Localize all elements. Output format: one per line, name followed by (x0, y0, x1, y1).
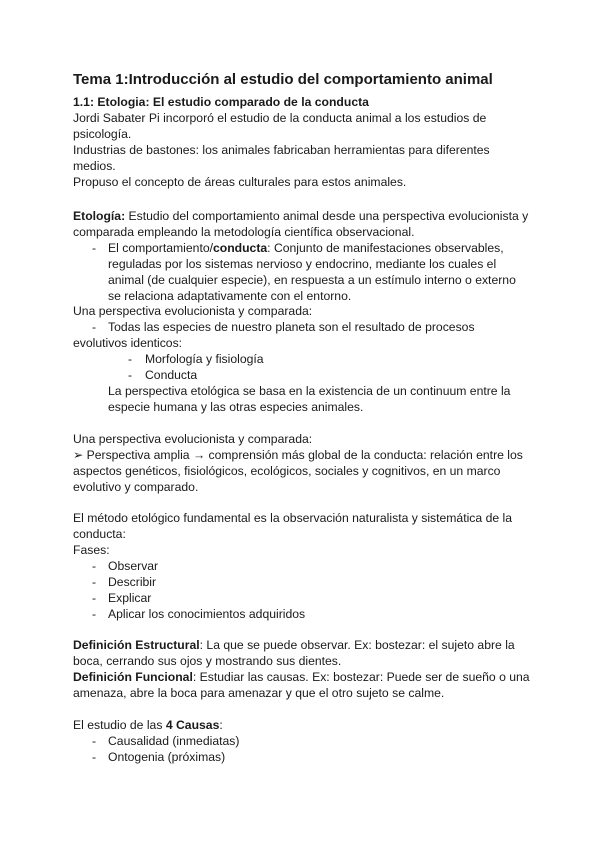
causas-term: 4 Causas (165, 718, 220, 732)
sub-bullet-dash: - (128, 352, 133, 366)
paragraph-line: psicología. (73, 127, 132, 141)
definicion-funcional-text: : Estudiar las causas. Ex: bostezar: Puede ser de sueño o una (192, 670, 530, 684)
paragraph-line: comparada empleando la metodología científica observacional. (73, 225, 415, 239)
perspectiva-heading: Una perspectiva evolucionista y comparada: (73, 432, 313, 446)
list-item: Aplicar los conocimientos adquiridos (108, 607, 306, 621)
list-item: Causalidad (inmediatas) (108, 734, 240, 748)
sub-list-item: Conducta (145, 368, 198, 382)
list-item: Todas las especies de nuestro planeta son el resultado de procesos (108, 320, 475, 334)
page-title: Tema 1:Introducción al estudio del comportamiento animal (73, 71, 493, 88)
paragraph-line: especie humana y las otras especies animales. (108, 400, 364, 414)
paragraph-line: El método etológico fundamental es la observación naturalista y sistemática de la (73, 511, 512, 525)
list-item-line: evolutivos identicos: (73, 336, 183, 350)
paragraph-line: Jordi Sabater Pi incorporó el estudio de la conducta animal a los estudios de (73, 111, 487, 125)
list-item (108, 240, 504, 256)
section-heading: 1.1: Etologia: El estudio comparado de la conducta (73, 95, 369, 109)
paragraph-line: evolutivo y comparado. (73, 480, 199, 494)
bullet-dash: - (92, 241, 97, 255)
definicion-estructural (73, 637, 515, 653)
list-item: Observar (108, 559, 159, 573)
paragraph-line: medios. (73, 159, 116, 173)
etologia-definition (73, 208, 528, 224)
paragraph-line: ➢ Perspectiva amplia → comprensión más global de la conducta: relación entre los (73, 448, 523, 462)
bullet-dash: - (92, 575, 97, 589)
definicion-estructural-term: Definición Estructural (73, 638, 200, 652)
paragraph-line: amenaza, abre la boca para amenazar y que el otro sujeto se calme. (73, 686, 445, 700)
causas-pre: El estudio de las (73, 718, 166, 732)
bullet-dash: - (92, 591, 97, 605)
paragraph-line: Propuso el concepto de áreas culturales para estos animales. (73, 175, 407, 189)
paragraph-line: aspectos genéticos, fisiológicos, ecológicos, sociales y cognitivos, en un marco (73, 464, 501, 478)
sub-bullet-dash: - (128, 368, 133, 382)
sub-list-item: Morfología y fisiología (145, 352, 264, 366)
bullet-dash: - (92, 750, 97, 764)
list-item: Describir (108, 575, 157, 589)
conducta-def: : Conjunto de manifestaciones observables, (267, 241, 504, 255)
causas-heading (73, 717, 223, 733)
paragraph-line: Industrias de bastones: los animales fabricaban herramientas para diferentes (73, 143, 490, 157)
conducta-term: conducta (213, 241, 268, 255)
paragraph-line: La perspectiva etológica se basa en la existencia de un continuum entre la (108, 384, 511, 398)
causas-post: : (219, 718, 223, 732)
bullet-dash: - (92, 559, 97, 573)
conducta-pre: El comportamiento/ (108, 241, 213, 255)
list-item-line: animal (de cualquier especie), en respuesta a un estímulo interno o externo (108, 273, 516, 287)
list-item-line: reguladas por los sistemas nervioso y endocrino, mediante los cuales el (108, 257, 497, 271)
paragraph-line: conducta: (73, 527, 126, 541)
list-item: Explicar (108, 591, 152, 605)
perspectiva-heading: Una perspectiva evolucionista y comparada: (73, 304, 313, 318)
bullet-dash: - (92, 734, 97, 748)
list-item-line: se relaciona adaptativamente con el entorno. (108, 289, 352, 303)
list-item: Ontogenia (próximas) (108, 750, 226, 764)
bullet-dash: - (92, 320, 97, 334)
etologia-def: Estudio del comportamiento animal desde una perspectiva evolucionista y (125, 209, 529, 223)
definicion-funcional-term: Definición Funcional (73, 670, 193, 684)
definicion-estructural-text: : La que se puede observar. Ex: bostezar: el sujeto abre la (199, 638, 515, 652)
paragraph-line: boca, cerrando sus ojos y mostrando sus dientes. (73, 654, 342, 668)
definicion-funcional (73, 669, 530, 685)
fases-label: Fases: (73, 543, 110, 557)
bullet-dash: - (92, 607, 97, 621)
etologia-term: Etología: (73, 209, 126, 223)
